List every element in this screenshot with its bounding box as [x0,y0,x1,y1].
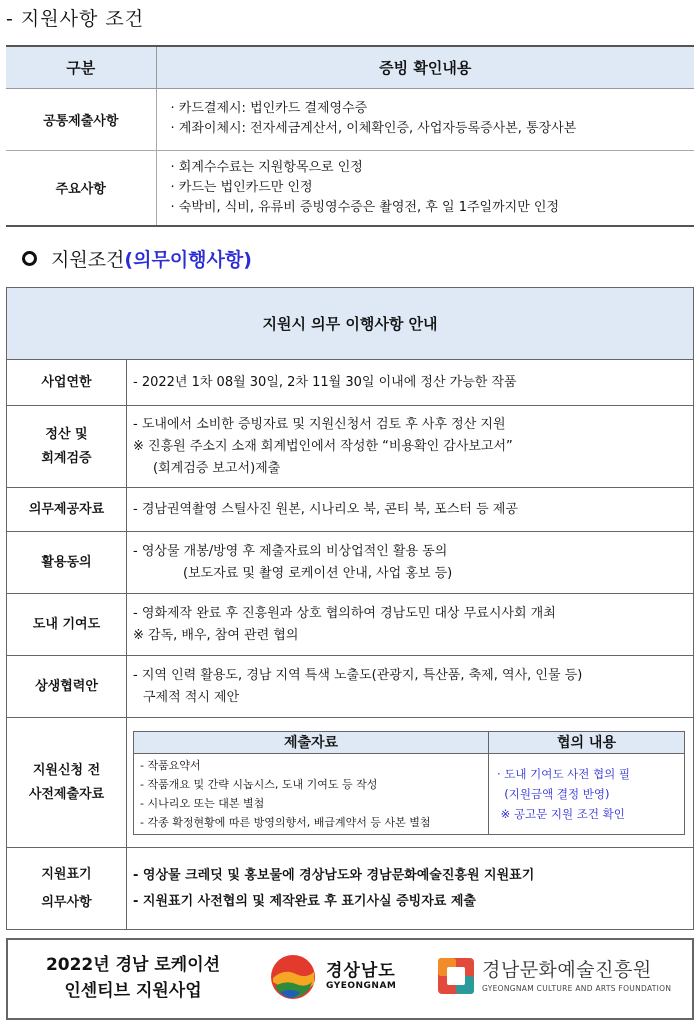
table-row [6,150,694,226]
obligations-header: 지원시 의무 이행사항 안내 [7,288,694,360]
gyeongnam-name-en: GYEONGNAM [326,981,397,991]
row-line: ※ 진흥원 주소지 소재 회계법인에서 작성한 “비용확인 감사보고서” [133,438,513,454]
list-item: · 카드결제시: 법인카드 결제영수증 [170,101,368,116]
table-row [7,656,694,718]
list-item: · 도내 기여도 사전 협의 필 [497,766,631,781]
row-label: 의무제공자료 [7,488,127,532]
list-item: - 작품개요 및 간략 시놉시스, 도내 기여도 등 작성 [140,777,378,791]
row-label [7,848,127,930]
row-line: ※ 감독, 배우, 참여 관련 협의 [133,627,299,643]
row-content [127,718,694,848]
list-item: - 각종 확정현황에 따른 방영의향서, 배급계약서 등 사본 별첨 [140,815,431,829]
list-item: - 작품요약서 [140,758,201,772]
list-item: · 카드는 법인카드만 인정 [170,179,313,195]
column-header-materials: 제출자료 [134,731,489,753]
row-content [156,150,694,226]
row-label: 도내 기여도 [7,594,127,656]
foundation-logo-icon [438,958,474,994]
list-item: ※ 공고문 지원 조건 확인 [497,806,625,821]
row-line: - 경남권역촬영 스틸사진 원본, 시나리오 북, 콘티 북, 포스터 등 제공 [133,501,518,517]
list-item: - 시나리오 또는 대본 별첨 [140,796,265,810]
list-item: (지원금액 결정 반영) [497,786,610,801]
evidence-table-header [6,46,694,88]
row-line: - 영화제작 완료 후 진흥원과 상호 협의하여 경남도민 대상 무료시사회 개최 [133,605,556,621]
foundation-name-en: GYEONGNAM CULTURE AND ARTS FOUNDATION [482,984,672,993]
row-line: - 2022년 1차 08월 30일, 2차 11월 30일 이내에 정산 가능한 작품 [133,374,517,390]
row-label: 주요사항 [6,150,156,226]
program-title [28,952,238,1004]
materials-cell [134,753,489,834]
table-row [7,532,694,594]
list-item: · 숙박비, 식비, 유류비 증빙영수증은 촬영전, 후 일 1주일까지만 인정 [170,199,559,215]
row-content [127,360,694,406]
row-content [127,488,694,532]
row-content [127,406,694,488]
row-line: - 지역 인력 활용도, 경남 지역 특색 노출도(관광지, 특산품, 축제, 역사, 인물 등) [133,667,583,683]
row-content [127,656,694,718]
row-label: 사업연한 [7,360,127,406]
table-row [7,406,694,488]
row-line: - 영상물 개봉/방영 후 제출자료의 비상업적인 활용 동의 [133,543,448,559]
row-content [127,848,694,930]
consult-cell [489,753,685,834]
row-label: 공통제출사항 [6,88,156,150]
row-line: (회계검증 보고서)제출 [153,460,281,476]
subsection-prefix: 지원조건 [51,249,125,271]
table-row [7,488,694,532]
circle-bullet-icon [22,251,37,266]
list-item: · 회계수수료는 지원항목으로 인정 [170,159,363,175]
row-label: 상생협력안 [7,656,127,718]
row-line: (보도자료 및 촬영 로케이션 안내, 사업 홍보 등) [183,565,453,581]
column-header-category: 구분 [6,46,156,88]
row-label-text: 지원표기 의무사항 [41,866,92,910]
gyeongnam-logo-text [326,956,396,991]
table-row [7,718,694,848]
row-content [156,88,694,150]
section-title: - 지원사항 조건 [6,8,145,30]
subsection-title [22,245,252,272]
column-header-evidence: 증빙 확인내용 [156,46,694,88]
list-item: · 계좌이체시: 전자세금계산서, 이체확인증, 사업자등록증사본, 통장사본 [170,121,577,136]
subsection-highlight: (의무이행사항) [124,249,252,271]
table-row [7,848,694,930]
table-row [7,360,694,406]
row-line: 구제적 적시 제안 [143,689,240,705]
row-label-text: 정산 및 회계검증 [41,426,92,466]
table-row [6,88,694,150]
row-label: 활용동의 [7,532,127,594]
table-row [7,594,694,656]
row-content [127,532,694,594]
row-line: - 지원표기 사전협의 및 제작완료 후 표기사실 증빙자료 제출 [133,893,476,909]
evidence-table [6,45,694,227]
row-label [7,718,127,848]
row-line: - 도내에서 소비한 증빙자료 및 지원신청서 검토 후 사후 정산 지원 [133,416,506,432]
column-header-consult: 협의 내용 [489,731,685,753]
row-label-text: 지원신청 전 사전제출자료 [28,762,105,802]
foundation-logo-text [482,955,671,993]
gyeongnam-emblem-icon [270,954,316,1000]
gyeongnam-name: 경상남도 [326,961,396,981]
row-content [127,594,694,656]
footer-banner [6,938,694,1020]
foundation-name: 경남문화예술진흥원 [482,959,652,981]
program-title-line: 인센티브 지원사업 [64,981,202,1001]
pre-submit-table [133,731,685,835]
program-title-line: 2022년 경남 로케이션 [45,955,221,975]
row-label [7,406,127,488]
row-line: - 영상물 크레딧 및 홍보물에 경상남도와 경남문화예술진흥원 지원표기 [133,867,535,883]
obligations-table [6,287,694,930]
